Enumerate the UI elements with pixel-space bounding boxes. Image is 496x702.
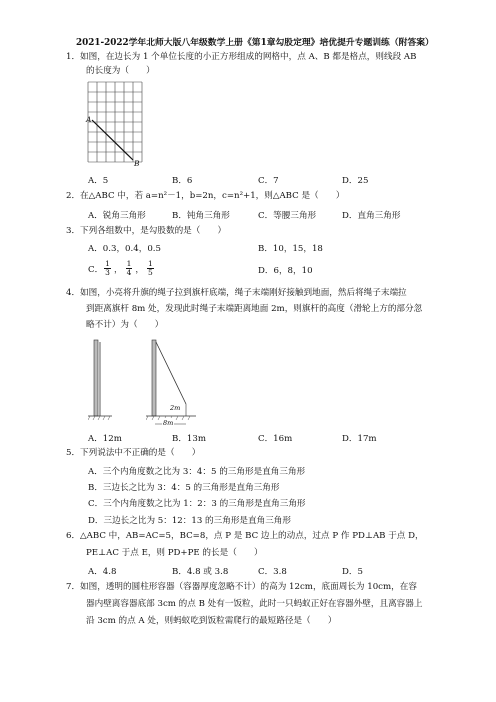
q2-option-c[interactable]: C．等腰三角形 — [258, 211, 317, 221]
q5-option-c[interactable]: C．三个内角度数之比为 1：2：3 的三角形是直角三角形 — [88, 499, 306, 509]
q4-option-d[interactable]: D．17m — [342, 434, 377, 444]
q3-option-c[interactable]: C． $\frac{1}{3}$ ， $\frac{1}{4}$ ， $\frac{1}{5}$ — [88, 259, 153, 277]
rope-line — [156, 342, 186, 404]
q4-option-c[interactable]: C．16m — [258, 434, 293, 444]
q7-line2: 器内壁离容器底部 3cm 的点 B 处有一饭粒，此时一只蚂蚁正好在容器外壁，且离容器上 — [86, 599, 423, 609]
q6-line2: PE⊥AC 于点 E，则 PD+PE 的长是（ ） — [86, 548, 263, 558]
q4-option-b[interactable]: B．13m — [172, 434, 206, 444]
q3-option-a[interactable]: A．0.3，0.4，0.5 — [88, 244, 161, 254]
q7-line1: 7．如图，透明的圆柱形容器（容器厚度忽略不计）的高为 12cm，底面周长为 10cm，在容 — [66, 582, 417, 592]
q3-fraction-2: $\frac{1}{4}$ — [126, 259, 132, 277]
q2-option-d[interactable]: D．直角三角形 — [342, 211, 401, 221]
q2-option-a[interactable]: A．锐角三角形 — [88, 211, 146, 221]
q1-point-b-label: B — [134, 159, 140, 168]
q5-option-d[interactable]: D．三边长之比为 5：12：13 的三角形是直角三角形 — [88, 516, 291, 526]
q3-option-b[interactable]: B．10，15，18 — [258, 244, 323, 254]
q4-2m-label: 2m — [170, 404, 181, 412]
q1-grid-figure — [86, 80, 144, 164]
q1-option-d[interactable]: D．25 — [342, 176, 369, 186]
q4-line2: 到距离旗杆 8m 处，发现此时绳子末端距离地面 2m，则旗杆的高度（滑轮上方的部分忽 — [86, 304, 423, 314]
q2-option-b[interactable]: B．钝角三角形 — [172, 211, 230, 221]
q5-option-b[interactable]: B．三边长之比为 3：4：5 的三角形是直角三角形 — [88, 483, 280, 493]
q1-option-c[interactable]: C．7 — [258, 176, 279, 186]
q3-option-c-letter: C． — [88, 264, 104, 275]
q3-fraction-1: $\frac{1}{3}$ — [105, 259, 110, 277]
q6-option-a[interactable]: A．4.8 — [88, 567, 117, 577]
segment-ab — [92, 120, 133, 160]
q6-option-b[interactable]: B．4.8 或 3.8 — [172, 567, 229, 577]
q2-line1: 2．在△ABC 中，若 a=n²－1，b=2n，c=n²+1，则△ABC 是（ ） — [66, 191, 345, 201]
q1-option-a[interactable]: A．5 — [88, 176, 109, 186]
q4-flagpole-figure-left — [88, 338, 112, 422]
page-title: 2021-2022学年北师大版八年级数学上册《第1章勾股定理》培优提升专题训练（附答案） — [76, 38, 434, 48]
q4-line3: 略不计）为（ ） — [86, 320, 164, 330]
q3-fraction-3: $\frac{1}{5}$ — [147, 259, 153, 277]
q5-option-a[interactable]: A．三个内角度数之比为 3：4：5 的三角形是直角三角形 — [88, 467, 306, 477]
q4-8m-label: 8m — [163, 419, 174, 427]
q1-point-a-label: A — [86, 115, 92, 124]
q1-option-b[interactable]: B．6 — [172, 176, 193, 186]
q7-line3: 沿 3cm 的点 A 处，则蚂蚁吃到饭粒需爬行的最短路径是（ ） — [86, 616, 337, 626]
q6-option-c[interactable]: C．3.8 — [258, 567, 287, 577]
q1-line2: 的长度为（ ） — [86, 66, 155, 76]
q4-line1: 4．如图，小亮将升旗的绳子拉到旗杆底端，绳子末端刚好接触到地面，然后将绳子末端拉 — [66, 288, 407, 298]
q6-option-d[interactable]: D．5 — [342, 567, 363, 577]
q3-line1: 3．下列各组数中，是勾股数的是（ ） — [66, 226, 227, 236]
q1-line1: 1．如图，在边长为 1 个单位长度的小正方形组成的网格中，点 A、B 都是格点，则线段 AB — [66, 52, 417, 62]
q3-option-d[interactable]: D．6，8，10 — [258, 266, 313, 276]
q4-flagpole-figure-right — [146, 338, 196, 428]
q4-option-a[interactable]: A．12m — [88, 434, 122, 444]
q5-line1: 5．下列说法中不正确的是（ ） — [66, 448, 201, 458]
q6-line1: 6．△ABC 中，AB=AC=5，BC=8，点 P 是 BC 边上的动点，过点 P 作 PD⊥AB 于点 D， — [66, 531, 424, 541]
